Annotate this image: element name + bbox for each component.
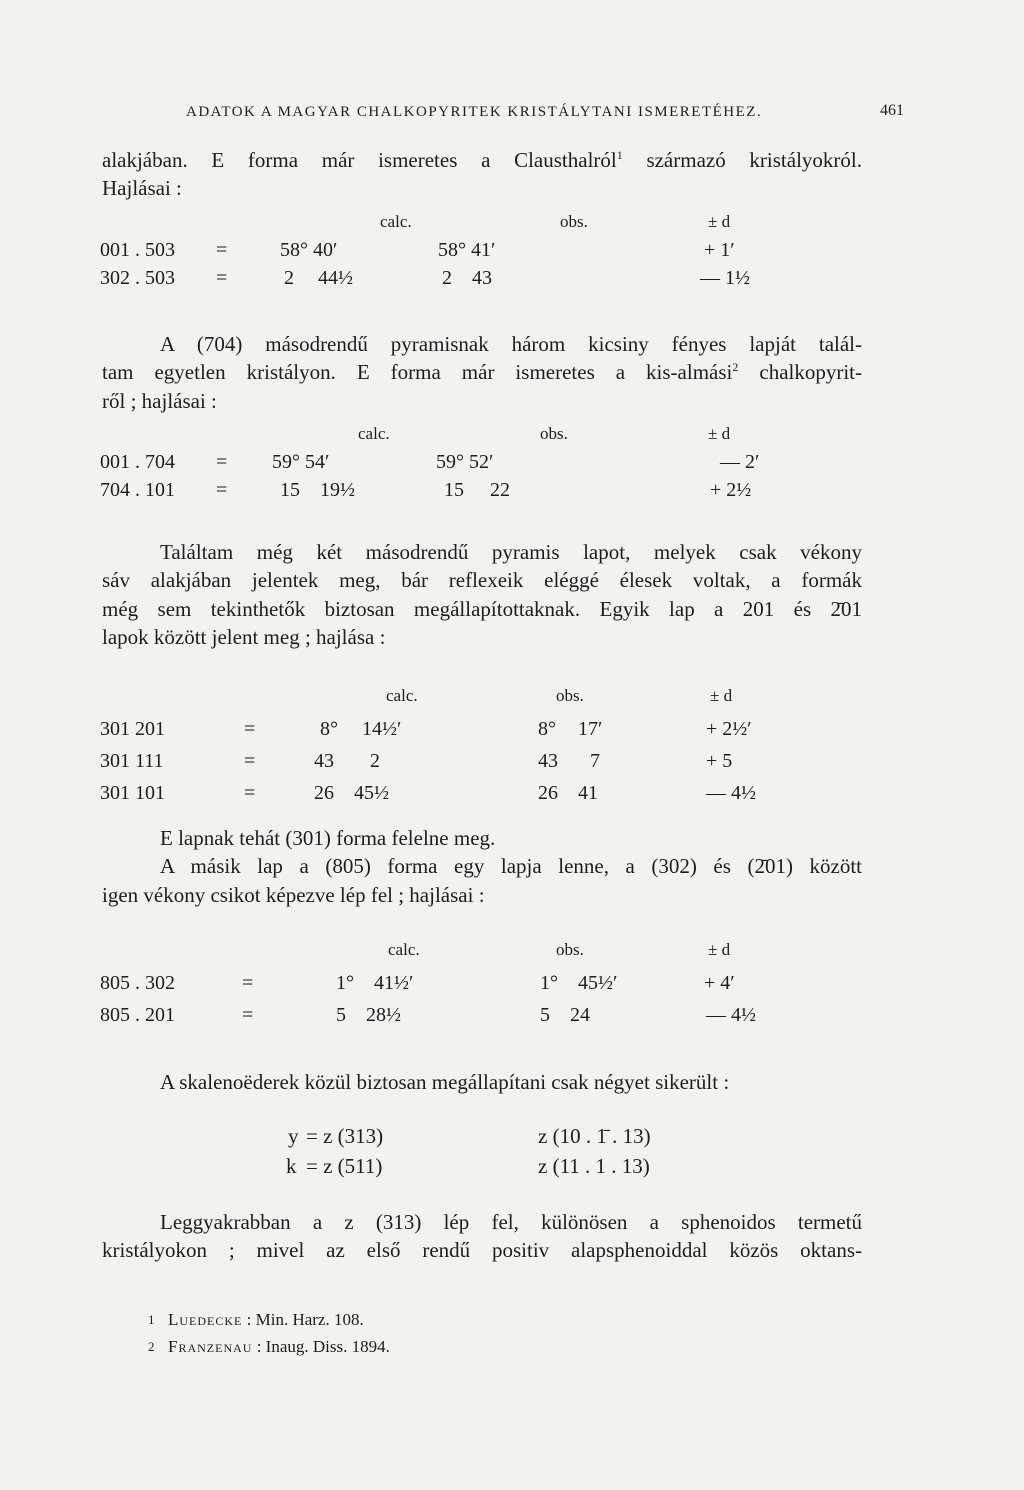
column-header-diff: ± d	[708, 940, 731, 959]
calc-value: 58° 40′	[280, 239, 338, 261]
calc-minutes: 19½	[320, 479, 355, 501]
equals-sign: =	[244, 750, 256, 772]
column-header-obs: obs.	[540, 424, 568, 443]
footnote-ref: 2	[732, 360, 739, 375]
calc-value: 43	[314, 750, 334, 772]
face-pair: 301 111	[100, 750, 164, 772]
calc-value: 8°	[320, 718, 338, 740]
footnote	[148, 1306, 390, 1333]
equals-sign: =	[242, 972, 254, 994]
paragraph-line: alakjában. E forma már ismeretes a Clausthalról$^1$ származó kristályokról.	[102, 148, 862, 172]
calc-value: 5	[336, 1004, 346, 1026]
obs-minutes: 24	[570, 1004, 590, 1026]
footnote-number: 2	[148, 1339, 155, 1354]
paragraph-line: kristályokon ; mivel az első rendű positiv alapsphenoiddal közös oktans-	[102, 1238, 862, 1263]
paragraph-1	[102, 146, 862, 203]
equals-sign: =	[216, 267, 228, 289]
paragraph-line: még sem tekinthetők biztosan megállapítottaknak. Egyik lap a 201 és 2̄01	[102, 596, 862, 621]
paragraph-line: sáv alakjában jelentek meg, bár reflexeik eléggé élesek voltak, a formák	[102, 568, 862, 593]
equals-sign: =	[244, 718, 256, 740]
calc-minutes: 44½	[318, 267, 353, 289]
equals-sign: =	[216, 239, 228, 261]
paragraph-3	[102, 538, 862, 652]
paragraph-4	[102, 824, 862, 909]
footnote-author: Franzenau	[168, 1337, 253, 1356]
column-header-diff: ± d	[708, 424, 731, 443]
face-pair: 805 . 201	[100, 1004, 175, 1026]
face-pair: 001 . 503	[100, 239, 175, 261]
face-pair: 704 . 101	[100, 479, 175, 501]
paragraph-line: Leggyakrabban a z (313) lép fel, különösen a sphenoidos termetű	[160, 1210, 862, 1234]
paragraph-line: A (704) másodrendű pyramisnak három kicsiny fényes lapját talál-	[160, 332, 862, 356]
footnote	[148, 1333, 390, 1360]
form-alternate: z (10 . 1̄ . 13)	[538, 1124, 651, 1148]
paragraph-line: tam egyetlen kristályon. E forma már ismeretes a kis-almási$^2$ chalkopyrit-	[102, 360, 862, 385]
difference-value: + 2½	[710, 479, 752, 501]
footnote-text: : Inaug. Diss. 1894.	[252, 1337, 390, 1356]
obs-value: 26	[538, 782, 558, 804]
calc-minutes: 45½	[354, 782, 389, 804]
form-symbol: k	[286, 1154, 297, 1178]
paragraph-line: igen vékony csikot képezve lép fel ; hajlásai :	[102, 882, 485, 907]
calc-minutes: 14½′	[362, 718, 402, 740]
difference-value: — 1½	[700, 267, 750, 289]
page-number: 461	[880, 102, 904, 119]
equals-sign: =	[242, 1004, 254, 1026]
obs-minutes: 45½′	[578, 972, 618, 994]
form-definition: = z (511)	[306, 1154, 383, 1178]
obs-value: 5	[540, 1004, 550, 1026]
form-symbol: y	[288, 1124, 299, 1148]
paragraph-5	[102, 1068, 862, 1096]
column-header-calc: calc.	[386, 686, 418, 705]
face-pair: 805 . 302	[100, 972, 175, 994]
difference-value: — 2′	[720, 451, 760, 473]
obs-value: 59° 52′	[436, 451, 494, 473]
difference-value: + 2½′	[706, 718, 752, 740]
paragraph-line: ről ; hajlásai :	[102, 388, 217, 413]
form-definition: = z (313)	[306, 1124, 384, 1148]
footnote-text: : Min. Harz. 108.	[242, 1310, 364, 1329]
footnote-author: Luedecke	[168, 1310, 243, 1329]
footnote-ref: 1	[616, 148, 623, 162]
form-alternate: z (11 . 1 . 13)	[538, 1154, 650, 1178]
equals-sign: =	[244, 782, 256, 804]
column-header-diff: ± d	[710, 686, 733, 705]
calc-value: 1°	[336, 972, 354, 994]
column-header-diff: ± d	[708, 212, 731, 231]
face-pair: 302 . 503	[100, 267, 175, 289]
calc-value: 2	[284, 267, 294, 289]
column-header-obs: obs.	[560, 212, 588, 231]
face-pair: 301 101	[100, 782, 165, 804]
obs-value: 8°	[538, 718, 556, 740]
calc-value: 15	[280, 479, 300, 501]
obs-value: 2	[442, 267, 452, 289]
paragraph-line: Találtam még két másodrendű pyramis lapot, melyek csak vékony	[160, 540, 862, 564]
calc-value: 26	[314, 782, 334, 804]
calc-minutes: 28½	[366, 1004, 401, 1026]
column-header-calc: calc.	[380, 212, 412, 231]
paragraph-line: Hajlásai :	[102, 176, 182, 201]
difference-value: + 4′	[704, 972, 735, 994]
obs-minutes: 7	[590, 750, 600, 772]
paragraph-line: E lapnak tehát (301) forma felelne meg.	[160, 826, 496, 850]
obs-value: 15	[444, 479, 464, 501]
obs-value: 43	[538, 750, 558, 772]
paragraph-6	[102, 1208, 862, 1265]
running-head: ADATOK A MAGYAR CHALKOPYRITEK KRISTÁLYTANI ISMERETÉHEZ.	[186, 104, 763, 120]
obs-minutes: 41	[578, 782, 598, 804]
paragraph-line: A skalenoëderek közül biztosan megállapítani csak négyet sikerült :	[160, 1070, 730, 1094]
paragraph-2	[102, 330, 862, 415]
obs-minutes: 22	[490, 479, 510, 501]
footnote-number: 1	[148, 1312, 155, 1327]
column-header-calc: calc.	[358, 424, 390, 443]
calc-minutes: 41½′	[374, 972, 414, 994]
footnotes	[148, 1306, 390, 1360]
equals-sign: =	[216, 479, 228, 501]
difference-value: — 4½	[706, 782, 756, 804]
face-pair: 001 . 704	[100, 451, 175, 473]
difference-value: + 5	[706, 750, 733, 772]
paragraph-line: lapok között jelent meg ; hajlása :	[102, 625, 386, 650]
calc-value: 59° 54′	[272, 451, 330, 473]
obs-value: 1°	[540, 972, 558, 994]
difference-value: — 4½	[706, 1004, 756, 1026]
column-header-calc: calc.	[388, 940, 420, 959]
column-header-obs: obs.	[556, 940, 584, 959]
obs-minutes: 43	[472, 267, 492, 289]
calc-minutes: 2	[370, 750, 380, 772]
paragraph-line: A másik lap a (805) forma egy lapja lenne, a (302) és (2̄01) között	[160, 854, 862, 879]
difference-value: + 1′	[704, 239, 735, 261]
column-header-obs: obs.	[556, 686, 584, 705]
obs-value: 58° 41′	[438, 239, 496, 261]
obs-minutes: 17′	[578, 718, 603, 740]
face-pair: 301 201	[100, 718, 165, 740]
equals-sign: =	[216, 451, 228, 473]
